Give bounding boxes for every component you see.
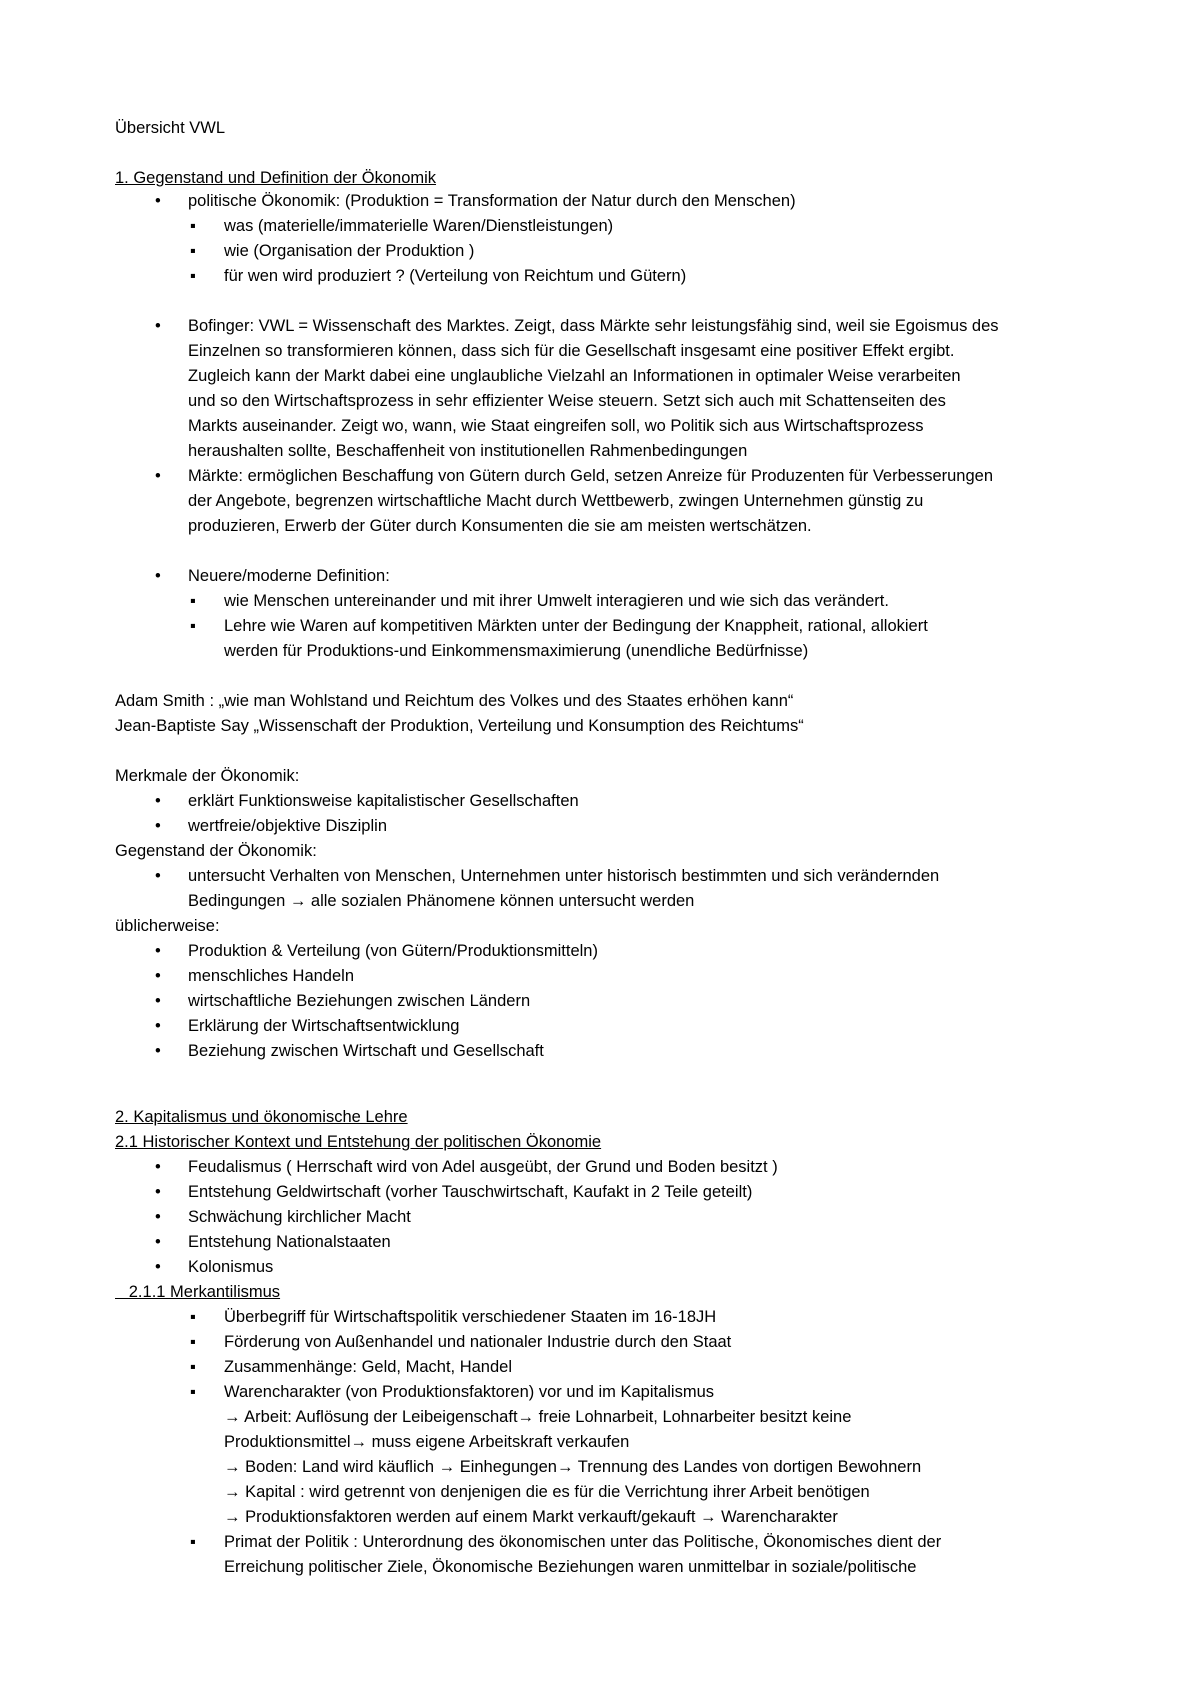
- bullet-icon: •: [155, 942, 161, 960]
- bullet-icon: •: [155, 1208, 161, 1226]
- bullet-icon: •: [155, 1017, 161, 1035]
- bullet-icon: •: [155, 317, 161, 335]
- bullet-square-icon: ▪: [190, 1358, 196, 1376]
- bullet-icon: •: [155, 792, 161, 810]
- bullet-icon: •: [155, 817, 161, 835]
- bullet-icon: •: [155, 1183, 161, 1201]
- bullet-square-icon: ▪: [190, 592, 196, 610]
- bullet-icon: •: [155, 567, 161, 585]
- bullet-icon: •: [155, 1233, 161, 1251]
- bullet-icon: •: [155, 1158, 161, 1176]
- bullet-icon: •: [155, 1042, 161, 1060]
- bullet-square-icon: ▪: [190, 1308, 196, 1326]
- bullet-icon: •: [155, 867, 161, 885]
- bullet-icon: •: [155, 992, 161, 1010]
- bullet-square-icon: ▪: [190, 217, 196, 235]
- bullet-square-icon: ▪: [190, 242, 196, 260]
- document-page: Übersicht VWL 1. Gegenstand und Definition der Ökonomik • politische Ökonomik: (Produktion = Transformation der Natur durch den Menschen) ▪ was (materielle/immaterielle Waren/Dienstleistungen) ▪ wie (Organisation der Produktion ) ▪ für wen wird produziert ? (Verteilung von Reichtum und Gütern) • Bofinger: VWL = Wissenschaft des Marktes. Zeigt, dass Märkte sehr leistungsfähig sind, weil sie Egoismus des Einzelnen so transformieren können, dass sich für die Gesellschaft insgesamt eine positiver Effekt ergibt. Zugleich kann der Markt dabei eine unglaubliche Vielzahl an Informationen in optimaler Weise verarbeiten und so den Wirtschaftsprozess in sehr effizienter Weise steuern. Setzt sich auch mit Schattenseiten des Markts auseinander. Zeigt wo, wann, wie Staat eingreifen soll, wo Politik sich aus Wirtschaftsprozess heraushalten sollte, Beschaffenheit von institutionellen Rahmenbedingungen • Märkte: ermöglichen Beschaffung von Gütern durch Geld, setzen Anreize für Produzenten für Verbesserungen der Angebote, begrenzen wirtschaftliche Macht durch Wettbewerb, zwingen Unternehmen günstig zu produzieren, Erwerb der Güter durch Konsumenten die sie am meisten wertschätzen. • Neuere/moderne Definition: ▪ wie Menschen untereinander und mit ihrer Umwelt interagieren und wie sich das verändert. ▪ Lehre wie Waren auf kompetitiven Märkten unter der Bedingung der Knappheit, rational, allokiert werden für Produktions-und Einkommensmaximierung (unendliche Bedürfnisse) Adam Smith : „wie man Wohlstand und Reichtum des Volkes und des Staates erhöhen kann“ Jean-Baptiste Say „Wissenschaft der Produktion, Verteilung und Konsumption des Reichtums“ Merkmale der Ökonomik: • erklärt Funktionsweise kapitalistischer Gesellschaften • wertfreie/objektive Disziplin Gegenstand der Ökonomik: • untersucht Verhalten von Menschen, Unternehmen unter historisch bestimmten und sich verändernden Bedingungen → alle sozialen Phänomene können untersucht werden üblicherweise: • Produktion & Verteilung (von Gütern/Produktionsmitteln) • menschliches Handeln • wirtschaftliche Beziehungen zwischen Ländern • Erklärung der Wirtschaftsentwicklung • Beziehung zwischen Wirtschaft und Gesellschaft 2. Kapitalismus und ökonomische Lehre 2.1 Historischer Kontext und Entstehung der politischen Ökonomie • Feudalismus ( Herrschaft wird von Adel ausgeübt, der Grund und Boden besitzt ) • Entstehung Geldwirtschaft (vorher Tauschwirtschaft, Kaufakt in 2 Teile geteilt) • Schwächung kirchlicher Macht • Entstehung Nationalstaaten • Kolonismus 2.1.1 Merkantilismus ▪ Überbegriff für Wirtschaftspolitik verschiedener Staaten im 16-18JH ▪ Förderung von Außenhandel und nationaler Industrie durch den Staat ▪ Zusammenhänge: Geld, Macht, Handel ▪ Warencharakter (von Produktionsfaktoren) vor und im Kapitalismus → Arbeit: Auflösung der Leibeigenschaft→ freie Lohnarbeit, Lohnarbeiter besitzt keine Produktionsmittel→ muss eigene Arbeitskraft verkaufen → Boden: Land wird käuflich → Einhegungen→ Trennung des Landes von dortigen Bewohnern → Kapital : wird getrennt von denjenigen die es für die Verrichtung ihrer Arbeit benötigen → Produktionsfaktoren werden auf einem Markt verkauft/gekauft → Warencharakter ▪ Primat der Politik : Unterordnung des ökonomischen unter das Politische, Ökonomisches dient der Erreichung politischer Ziele, Ökonomische Beziehungen waren unmittelbar in soziale/politische: [115, 119, 999, 1576]
- bullet-icon: •: [155, 1258, 161, 1276]
- bullet-icon: •: [155, 467, 161, 485]
- bullet-icon: •: [155, 192, 161, 210]
- bullet-square-icon: ▪: [190, 267, 196, 285]
- bullet-square-icon: ▪: [190, 1333, 196, 1351]
- bullet-square-icon: ▪: [190, 617, 196, 635]
- bullet-square-icon: ▪: [190, 1383, 196, 1401]
- bullet-square-icon: ▪: [190, 1533, 196, 1551]
- bullet-icon: •: [155, 967, 161, 985]
